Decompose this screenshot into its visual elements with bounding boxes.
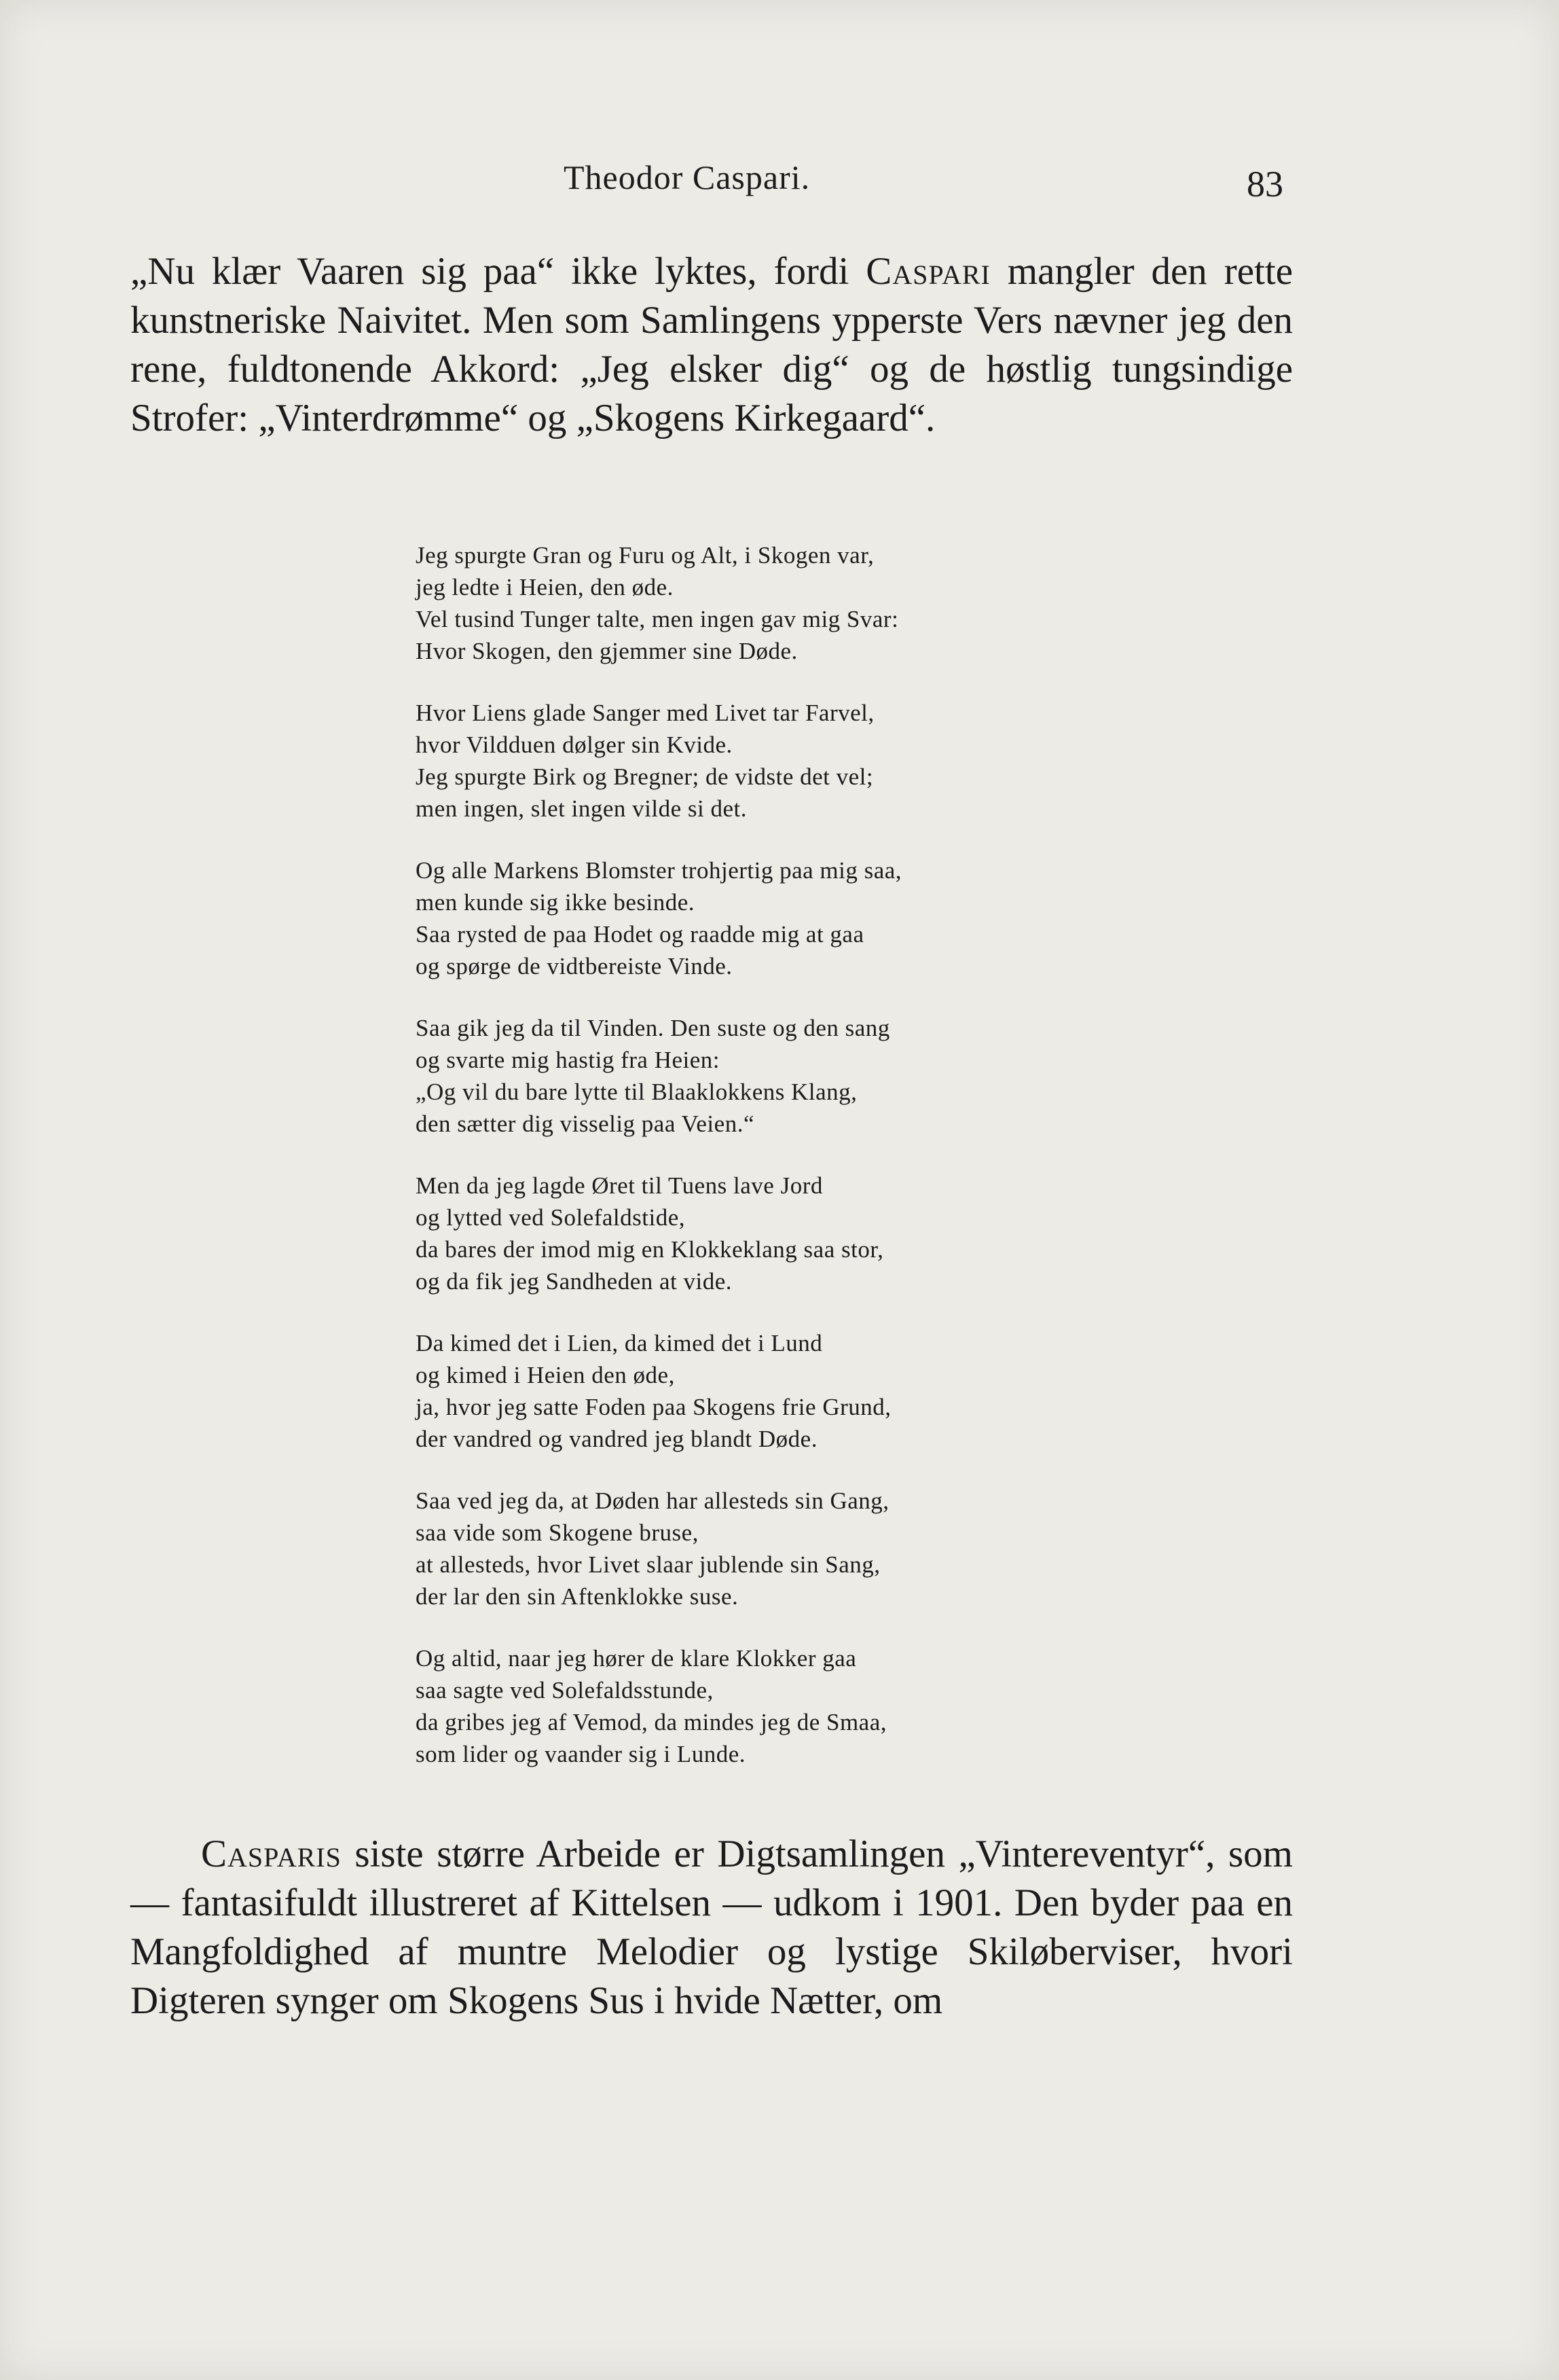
page-number: 83 bbox=[1247, 164, 1283, 204]
poem-line: og da fik jeg Sandheden at vide. bbox=[416, 1268, 733, 1295]
poem-line: Vel tusind Tunger talte, men ingen gav mig Svar: bbox=[416, 606, 899, 632]
outro-paragraph bbox=[130, 1830, 1293, 2025]
poem-line: saa vide som Skogene bruse, bbox=[416, 1519, 699, 1546]
poem-line: men ingen, slet ingen vilde si det. bbox=[416, 795, 747, 822]
poem-line: Men da jeg lagde Øret til Tuens lave Jord bbox=[416, 1172, 823, 1199]
poem-line: og spørge de vidtbereiste Vinde. bbox=[416, 953, 733, 979]
poem-line: Saa ved jeg da, at Døden har allesteds sin Gang, bbox=[416, 1488, 889, 1514]
poem-line: hvor Vildduen dølger sin Kvide. bbox=[416, 732, 733, 758]
poem-line: da gribes jeg af Vemod, da mindes jeg de Smaa, bbox=[416, 1709, 887, 1735]
poem-stanza bbox=[416, 1642, 1095, 1770]
author-name: Caspari bbox=[866, 250, 991, 293]
running-title: Theodor Caspari. bbox=[564, 158, 811, 196]
poem-line: som lider og vaander sig i Lunde. bbox=[416, 1741, 746, 1767]
poem-line: Jeg spurgte Gran og Furu og Alt, i Skogen var, bbox=[416, 542, 875, 569]
poem-stanza bbox=[416, 539, 1095, 667]
intro-text-start: „Nu klær Vaaren sig paa“ ikke lyktes, fordi bbox=[130, 250, 866, 293]
poem-line: Jeg spurgte Birk og Bregner; de vidste det vel; bbox=[416, 763, 874, 790]
poem-line: der vandred og vandred jeg blandt Døde. bbox=[416, 1426, 818, 1452]
poem-line: og kimed i Heien den øde, bbox=[416, 1362, 675, 1388]
intro-text-end: mangler den rette kunstneriske Naivitet. Men som Samlingens ypperste Vers nævner jeg den rene, fuldtonende Akkord: „Jeg elsker dig“ og de høstlig tungsindige Strofer: „Vinterdrømme“ og „Skogens Kirkegaard“. bbox=[130, 250, 1293, 439]
author-name-possessive: Casparis bbox=[201, 1833, 342, 1875]
poem-stanza bbox=[416, 1327, 1095, 1455]
poem-line: Saa rysted de paa Hodet og raadde mig at gaa bbox=[416, 921, 864, 948]
poem-stanza bbox=[416, 697, 1095, 825]
poem-line: jeg ledte i Heien, den øde. bbox=[416, 574, 674, 600]
poem-line: Saa gik jeg da til Vinden. Den suste og den sang bbox=[416, 1015, 890, 1041]
poem-line: og svarte mig hastig fra Heien: bbox=[416, 1047, 720, 1073]
poem-stanza bbox=[416, 1012, 1095, 1140]
poem-line: ja, hvor jeg satte Foden paa Skogens frie Grund, bbox=[416, 1394, 892, 1420]
poem-line: Hvor Liens glade Sanger med Livet tar Farvel, bbox=[416, 700, 875, 726]
poem-stanza bbox=[416, 1170, 1095, 1297]
poem-line: saa sagte ved Solefaldsstunde, bbox=[416, 1677, 714, 1703]
poem-line: da bares der imod mig en Klokkeklang saa stor, bbox=[416, 1236, 884, 1263]
poem-line: Da kimed det i Lien, da kimed det i Lund bbox=[416, 1330, 823, 1356]
poem bbox=[416, 539, 1095, 1800]
poem-line: den sætter dig visselig paa Veien.“ bbox=[416, 1111, 754, 1137]
intro-paragraph bbox=[130, 247, 1293, 443]
poem-line: Og alle Markens Blomster trohjertig paa mig saa, bbox=[416, 857, 902, 884]
poem-line: „Og vil du bare lytte til Blaaklokkens Klang, bbox=[416, 1079, 858, 1105]
poem-stanza bbox=[416, 854, 1095, 982]
poem-line: og lytted ved Solefaldstide, bbox=[416, 1204, 685, 1231]
poem-line: der lar den sin Aftenklokke suse. bbox=[416, 1583, 739, 1610]
outro-text: siste større Arbeide er Digtsamlingen „Vintereventyr“, som — fantasifuldt illustreret af Kittelsen — udkom i 1901. Den byder paa en Mangfoldighed af muntre Melodier og lystige Skiløberviser, hvori Digteren synger om Skogens Sus i hvide Nætter, om bbox=[130, 1833, 1293, 2022]
poem-line: men kunde sig ikke besinde. bbox=[416, 889, 695, 916]
poem-line: at allesteds, hvor Livet slaar jublende sin Sang, bbox=[416, 1551, 881, 1578]
poem-line: Hvor Skogen, den gjemmer sine Døde. bbox=[416, 638, 798, 664]
poem-line: Og altid, naar jeg hører de klare Klokker gaa bbox=[416, 1645, 857, 1672]
poem-stanza bbox=[416, 1485, 1095, 1612]
